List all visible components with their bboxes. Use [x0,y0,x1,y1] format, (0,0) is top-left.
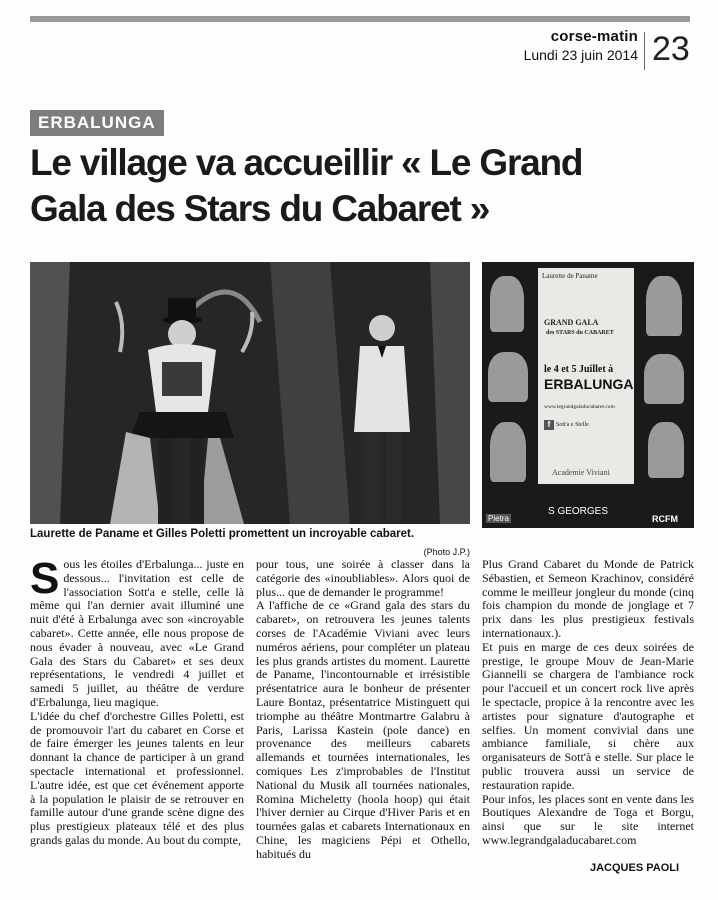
poster-academy: Academie Viviani [552,468,610,477]
paragraph: pour tous, une soirée à classer dans la catégorie des «inoubliables». Alors quoi de plus... que de demander le programme! [256,557,470,599]
poster-presenter: Laurette de Paname [542,272,598,280]
paragraph: A l'affiche de ce «Grand gala des stars du cabaret», on retrouvera les jeunes talents corses de l'Académie Viviani avec leurs numéros aériens, pour compléter un plateau les plus grands artistes du moment. Laurette de Paname, l'incontournable et irrésistible présentatrice aura le bonheur de présenter Laure Bontaz, présentatrice Mistinguett qui triomphe au théâtre Montmartre Galabru à Paris, Larissa Kastein (pole dance) en provenance des meilleurs cabarets allemands et tournées internationales, les comiques Les z'improbables de l'Institut National du Musik all tournées nationales, Romina Micheletty (hoola hoop) qui était l'hiver dernier au Cirque d'Hiver Paris et en tournées galas et cabarets Internationaux en Chine, les magiciens Pépi et Othello, habitués du [256,598,470,861]
stage-photo-illustration [30,262,470,524]
photo-caption: Laurette de Paname et Gilles Poletti promettent un incroyable cabaret. [30,528,415,540]
article-column-1 [30,554,244,848]
article-column-3 [482,558,694,848]
poster-title-line-1: GRAND GALA [544,318,599,327]
paragraph: Sous les étoiles d'Erbalunga... juste en dessous... l'invitation est celle de l'association Sott'a e stelle, celle là même qui l'an dernier avait illuminé une nuit d'été à Erbalunga avec son «incroyable cabaret». Cette année, elle nous propose de nous évader à nouveau, avec «Le Grand Gala des Stars du Cabaret» et ses deux représentations, le vendredi 4 juillet et samedi 5 juillet, au théâtre de verdure d'Erbalunga, lieu magique. [30,554,244,709]
facebook-icon: f [544,420,554,430]
masthead-divider [644,32,645,70]
sponsor-rcfm-logo: RCFM [652,514,678,524]
headline-line-1: Le village va accueillir « Le Grand [30,142,583,183]
photo-credit: (Photo J.P.) [423,547,470,557]
poster-performer-image [490,422,526,482]
poster-performer-image [648,422,684,478]
poster-website: www.legrandgaladucabaret.com [544,404,615,410]
sponsor-pietra-logo: Pietra [488,514,509,523]
page-number: 23 [652,30,690,68]
poster-performer-image [644,354,684,404]
poster-performer-image [490,276,524,332]
headline [30,140,700,232]
headline-line-2: Gala des Stars du Cabaret » [30,188,490,229]
stage-photo [30,262,470,524]
poster-association: Sott'a e Stelle [556,422,589,428]
poster-title-line-2: des STARS du CABARET [546,330,614,336]
poster-performer-image [488,352,528,402]
poster-town: ERBALUNGA [544,376,634,392]
paragraph: Pour infos, les places sont en vente dans les Boutiques Alexandre de Toga et Borgu, ainsi que sur le site internet www.legrandgaladucabaret.com [482,791,694,847]
byline: JACQUES PAOLI [590,862,680,874]
paragraph: Et puis en marge de ces deux soirées de prestige, le groupe Mouv de Jean-Marie Giannelli se chargera de l'ambiance rock pour l'accueil et un concert rock live après le spectacle, propice à la rencontre avec les artistes pour signature d'autographe et selfies. Un moment convivial dans une ambiance familiale, si chère aux organisateurs de Sott'à e stelle. Sur place le public trouvera aussi un service de restauration rapide. [482,639,694,792]
sponsor-sgeorges-logo: S GEORGES [548,506,609,517]
article-column-2 [256,558,470,862]
poster-dates: le 4 et 5 Juillet à [544,364,614,375]
masthead [460,28,638,63]
paragraph: Plus Grand Cabaret du Monde de Patrick Sébastien, et Semeon Krachinov, considéré comme le meilleur jongleur du monde (cinq fois champion du monde de jonglage et 7 prix dans les plus prestigieux festivals internationaux.). [482,557,694,640]
section-label: ERBALUNGA [30,110,164,136]
top-rule [30,16,690,22]
publication-name: corse-matin [550,28,638,45]
poster-performer-image [646,276,682,336]
paragraph: L'idée du chef d'orchestre Gilles Poletti, est de promouvoir l'art du cabaret en Corse et de faire émerger les jeunes talents en leur donnant la chance de participer à un grand spectacle international et professionnel. L'autre idée, est que cet événement apporte à la population le plaisir de se retrouver en famille autour d'une grande scène digne des plus prestigieux plateaux télé et des plus grands galas du monde. Au bout du compte, [30,708,244,847]
event-poster [482,262,694,528]
issue-date: Lundi 23 juin 2014 [523,47,638,63]
drop-cap: S [30,554,60,603]
